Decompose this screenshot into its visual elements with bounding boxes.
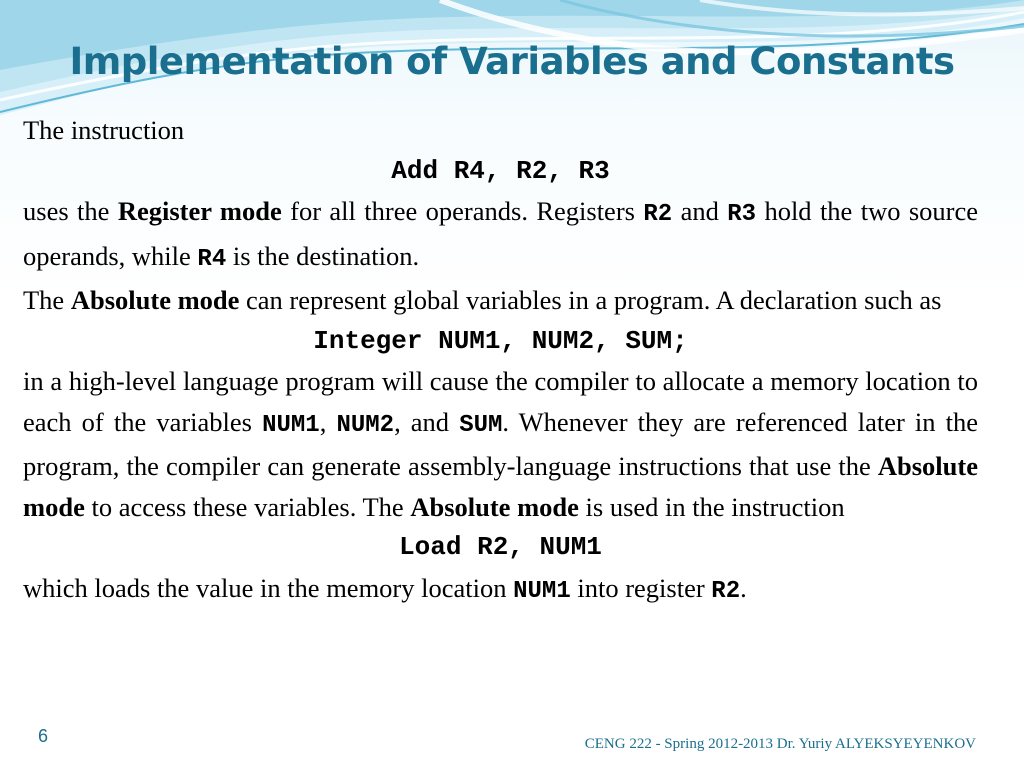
- code-load-instruction: Load R2, NUM1: [399, 532, 602, 562]
- bold-absolute-mode: Absolute mode: [410, 491, 579, 522]
- bold-absolute-mode: Absolute mode: [70, 285, 240, 315]
- text-span: into register: [570, 572, 712, 603]
- text-span: The: [23, 285, 71, 315]
- code-integer-declaration: Integer NUM1, NUM2, SUM;: [313, 325, 688, 356]
- text-span: is used in the instruction: [578, 491, 845, 522]
- text-span: .: [740, 572, 747, 603]
- slide-footer: CENG 222 - Spring 2012-2013 Dr. Yuriy ALYEKSYEYENKOV: [584, 736, 976, 752]
- text-span: for all three operands. Registers: [281, 196, 644, 226]
- text-span: to access these variables. The: [84, 491, 411, 522]
- mono-num1: NUM1: [513, 577, 571, 605]
- text-span: , and: [394, 406, 460, 437]
- text-span: uses the: [23, 196, 118, 226]
- code-add-instruction: Add R4, R2, R3: [391, 155, 610, 186]
- text-span: . Whenever they are referenced later in the program, the compiler can generate assembly-language instructions that use the: [23, 406, 979, 481]
- mono-r2: R2: [711, 577, 741, 605]
- mono-r3: R3: [727, 201, 757, 228]
- load-paragraph: [23, 568, 978, 613]
- slide-body: [23, 110, 978, 612]
- mono-num2: NUM2: [336, 411, 395, 439]
- bold-absolute-mode: Absolute mode: [23, 451, 978, 522]
- intro-text: The instruction: [23, 115, 185, 145]
- slide-title: Implementation of Variables and Constants: [69, 40, 955, 83]
- text-span: in a high-level language program will cause the compiler to allocate a memory location to each of the variables: [23, 366, 978, 437]
- bold-register-mode: Register mode: [117, 196, 282, 226]
- mono-r2: R2: [643, 201, 673, 228]
- text-span: which loads the value in the memory location: [23, 572, 514, 603]
- mono-r4: R4: [197, 245, 227, 273]
- mono-num1: NUM1: [262, 411, 320, 439]
- mono-sum: SUM: [459, 411, 503, 439]
- text-span: and: [672, 196, 728, 226]
- compiler-paragraph: [23, 361, 978, 527]
- text-span: is the destination.: [226, 240, 420, 271]
- text-span: ,: [319, 406, 337, 437]
- text-span: can represent global variables in a program. A declaration such as: [239, 285, 942, 315]
- register-mode-paragraph: [23, 191, 978, 280]
- slide-number: 6: [38, 726, 49, 746]
- text-span: hold the two source operands, while: [23, 196, 979, 271]
- absolute-mode-paragraph: [23, 280, 978, 321]
